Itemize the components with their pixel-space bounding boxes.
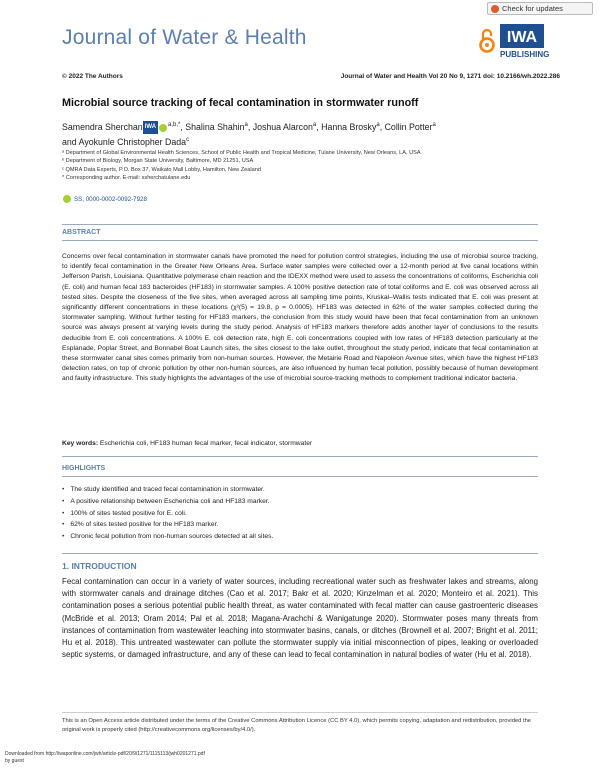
orcid-line[interactable] [62, 195, 147, 203]
journal-title: Journal of Water & Health [62, 26, 307, 49]
orcid-id[interactable]: SS, 0000-0002-0092-7928 [74, 195, 147, 203]
author-affil-sup: a [312, 122, 317, 128]
check-for-updates-button[interactable] [487, 2, 593, 15]
copyright-line: © 2022 The Authors [62, 73, 123, 80]
divider [62, 240, 538, 241]
keywords-label: Key words: [62, 440, 99, 447]
highlight-item: • The study identified and traced fecal contamination in stormwater. [62, 484, 538, 496]
paper-title: Microbial source tracking of fecal contamination in stormwater runoff [62, 97, 419, 109]
iwa-publishing-logo [500, 24, 568, 62]
author-affil-sup: a [432, 122, 436, 128]
abstract-heading: ABSTRACT [62, 229, 101, 236]
divider [62, 476, 538, 477]
check-updates-icon [491, 5, 499, 13]
introduction-heading: 1. INTRODUCTION [62, 561, 137, 571]
highlight-item: • Chronic fecal pollution from non-human sources detected at all sites. [62, 531, 538, 543]
corresponding-author: * Corresponding author. E-mail: ssherchatulane.edu [62, 174, 191, 181]
affiliation-line: ᵃ Department of Global Environmental Health Sciences, School of Public Health and Tropical Medicine, Tulane University, New Orleans, LA, USA [62, 150, 421, 156]
author-name: and Ayokunle Christopher Dada [62, 137, 187, 148]
introduction-text: Fecal contamination can occur in a variety of water sources, including recreational water such as freshwater lakes and streams, along with stormwater canals and drainage ditches (Cao et al. 2017; Bakr et al. 2020; Kinzelman et al. 2020; Monteiro et al. 2021). This contamination poses a serious potential public health threat, as water contaminated with fecal matter can cause gastroenteric diseases (McBride et al. 2013; Oram 2014; Pal et al. 2018; Magana-Arachchi & Wanigatunge 2020). Stormwater poses many threats from instances of contamination from wastewater leaching into stormwater basins, canals, or ditches (Brownell et al. 2007; Bright et al. 2011; Hu et al. 2018). This untreated wastewater can pollute the stormwater supply via initial misconnection of pipes, leaking or overloaded septic systems, or damaged infrastructure, and any of these can lead to fecal contamination in natural bodies of water (Hu et al. 2018). [62, 577, 538, 660]
keywords-line [62, 440, 538, 447]
divider [62, 553, 538, 554]
open-access-icon [478, 28, 496, 54]
affiliations [62, 149, 552, 182]
author-name: , Collin Potter [379, 121, 433, 132]
author-name: Samendra Sherchan [62, 121, 143, 132]
download-url[interactable]: Downloaded from http://iwaponline.com/jwh/article-pdf/20/9/1271/1115113/jwh0201271.pdf [5, 751, 205, 757]
author-affil-sup: a,b,* [168, 122, 181, 128]
citation-line: Journal of Water and Health Vol 20 No 9, 1271 doi: 10.2166/wh.2022.286 [340, 73, 560, 80]
author-name: , Joshua Alarcon [247, 121, 313, 132]
highlight-item: • 100% of sites tested positive for E. coli. [62, 508, 538, 520]
highlights-list [62, 484, 538, 543]
license-text: This is an Open Access article distributed under the terms of the Creative Commons Attribution Licence (CC BY 4.0), which permits copying, adaptation and redistribution, provided the original work is properly cited (http://creativecommons.org/licenses/by/4.0/). [62, 718, 532, 733]
orcid-icon[interactable] [159, 124, 167, 132]
affiliation-line: ᵇ Department of Biology, Morgan State University, Baltimore, MD 21251, USA [62, 158, 254, 165]
author-affil-sup: c [186, 137, 190, 144]
download-notice [5, 751, 205, 764]
abstract-text: Concerns over fecal contamination in stormwater canals have promoted the need for pollution control strategies, including the use of microbial source tracking, to identify fecal contamination in the Greater New Orleans Area. Surface water samples were collected over a 12-month period at five canal locations within Jefferson Parish, Louisiana. Quantitative polymerase chain reaction and the IDEXX method were used to assess the concentrations of coliforms, Escherichia coli (E. coli) and human fecal 183 bacteroides (HF183) in stormwater samples. A 100% positive detection rate of total coliforms and E. coli was observed across all tested sites. Despite the closeness of the five sites, when averaged across all sampling time points, Kruskal–Wallis tests indicated that E. coli was present at significantly different concentrations in these locations (χ²(5) = 19.8, p = 0.0005). HF183 was detected in 62% of the water samples collected during the stormwater sampling. Without further testing for HF183 markers, the conclusion from this study would have been that fecal contamination from an unknown source was always present at varying levels during the study period. Analysis of HF183 markers therefore adds another layer of conclusions to the results deducible from E. coli concentrations. A 100% E. coli detection rate, high E. coli concentrations coupled with low rates of HF183 detection particularly at the Esplanade, Poplar Street, and Bonnabel Boat Launch sites, the sites closest to the lake outlet, throughout the study period, indicate that fecal contamination at these stormwater canal sites comes primarily from non-human sources. However, the Metairie Road and Napoleon Avenue sites, which have the highest HF183 detection rates, on top of chronic pollution by other non-human sources, are also influenced by human fecal pollution, possibly because of human development and faulty infrastructure. This study highlights the advantages of the use of microbial source-tracking methods to complement traditional indicator bacteria. [62, 253, 538, 383]
author-list [62, 119, 552, 149]
divider [62, 712, 538, 713]
affiliation-line: ᶜ QMRA Data Experts, P.O. Box 37, Waikato Mall Lobby, Hamilton, New Zealand [62, 166, 261, 173]
keywords-text: Escherichia coli, HF183 human fecal marker, fecal indicator, stormwater [99, 440, 313, 447]
author-affil-sup: a [376, 122, 380, 128]
highlight-item: • 62% of sites tested positive for the HF183 marker. [62, 519, 538, 531]
download-guest: by guest [5, 757, 24, 764]
iwa-member-icon: IWA [143, 121, 158, 134]
highlight-item: • A positive relationship between Escherichia coli and HF183 marker. [62, 496, 538, 508]
orcid-icon [63, 195, 71, 203]
publishing-logo-text: PUBLISHING [500, 50, 550, 59]
divider [62, 456, 538, 457]
check-updates-label: Check for updates [502, 4, 563, 13]
author-name: , Hanna Brosky [316, 121, 377, 132]
divider [62, 224, 538, 225]
iwa-logo-text: IWA [506, 29, 538, 46]
author-affil-sup: a [244, 122, 248, 128]
author-name: , Shalina Shahin [180, 121, 245, 132]
highlights-heading: HIGHLIGHTS [62, 465, 106, 472]
